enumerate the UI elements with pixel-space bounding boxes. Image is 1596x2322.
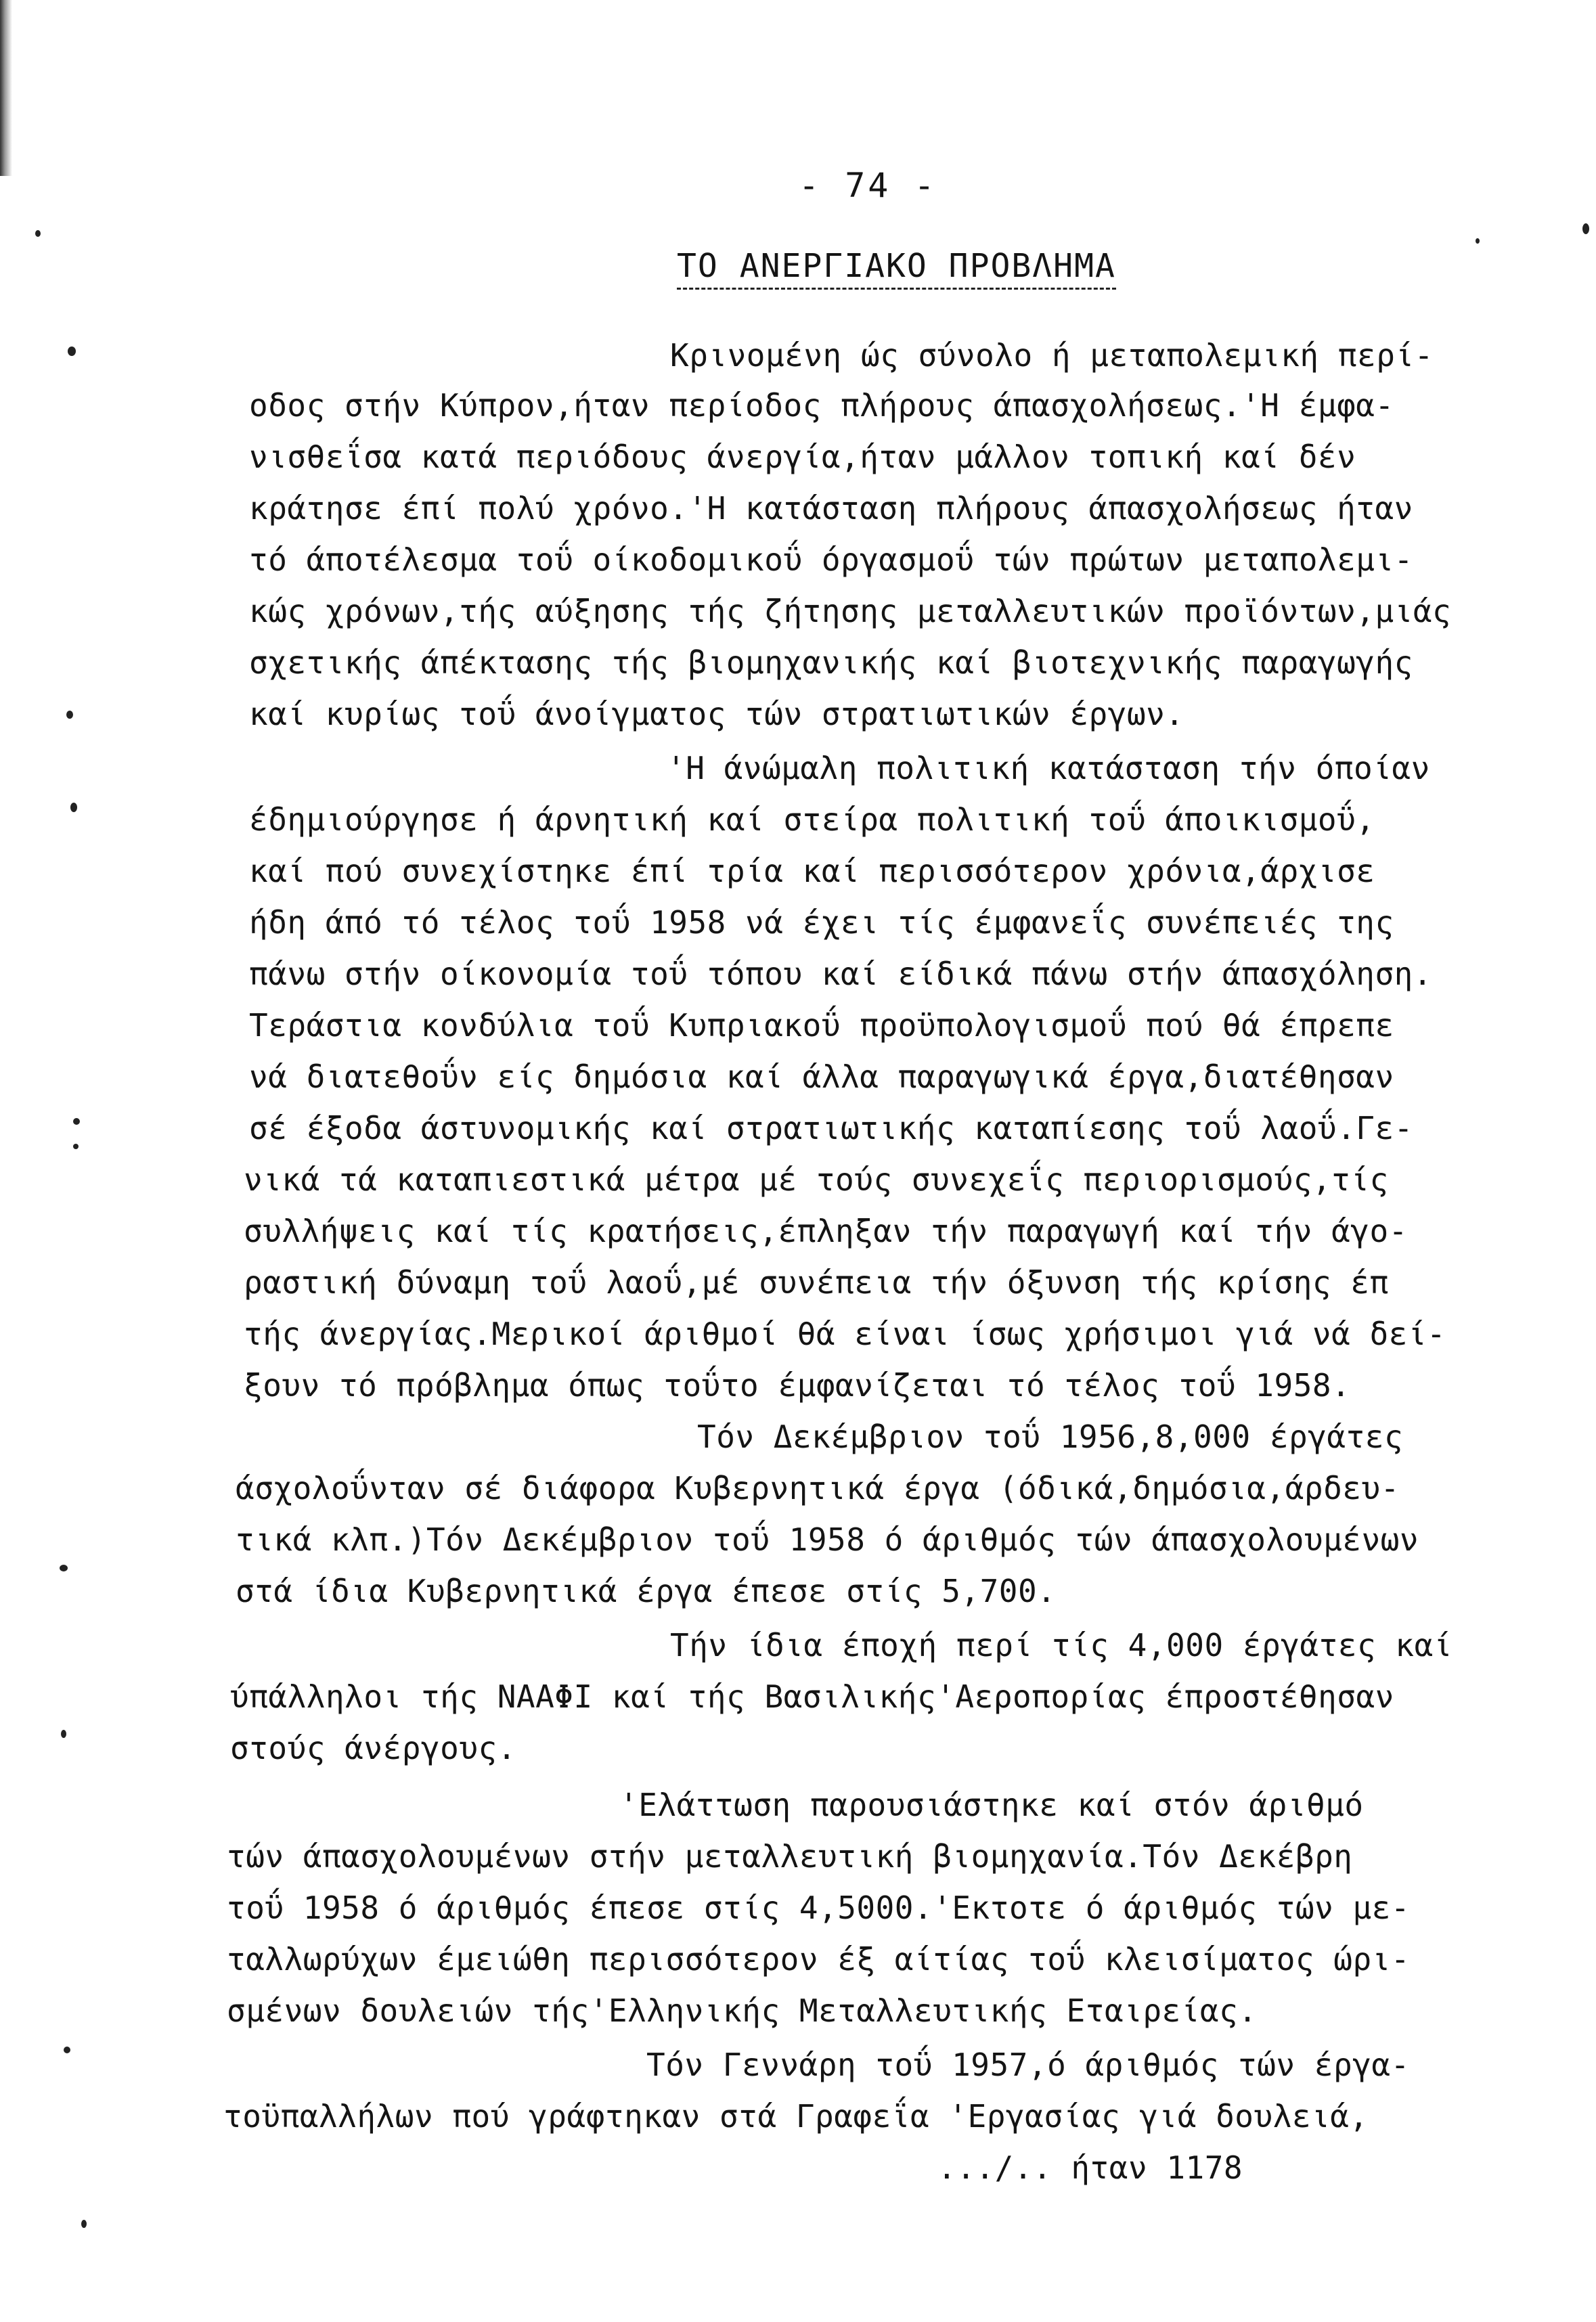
text-line: στούς άνέργους. <box>230 1730 516 1766</box>
text-line: ξουν τό πρόβλημα όπως τοΰτο έμφανίζεται τό τέλος τοΰ 1958. <box>244 1367 1351 1404</box>
scan-edge-shadow <box>0 0 12 176</box>
scan-speck <box>81 2220 87 2228</box>
text-line: σέ έξοδα άστυνομικής καί στρατιωτικής καταπίεσης τοΰ λαοΰ.Γε- <box>249 1110 1413 1146</box>
text-line: οδος στήν Κύπρον,ήταν περίοδος πλήρους άπασχολήσεως.'Η έμφα- <box>249 387 1394 424</box>
text-line: Τόν Γεννάρη τοΰ 1957,ό άριθμός τών έργα- <box>646 2047 1410 2083</box>
scan-speck <box>66 711 73 719</box>
text-line: καί κυρίως τοΰ άνοίγματος τών στρατιωτικών έργων. <box>249 696 1184 732</box>
text-line: ραστική δύναμη τοΰ λαοΰ,μέ συνέπεια τήν όξυνση τής κρίσης έπ <box>244 1264 1389 1301</box>
text-line: κράτησε έπί πολύ χρόνο.'Η κατάσταση πλήρους άπασχολήσεως ήταν <box>249 490 1413 527</box>
scan-speck <box>68 347 76 356</box>
text-line: έδημιούργησε ή άρνητική καί στείρα πολιτική τοΰ άποικισμοΰ, <box>249 801 1375 838</box>
text-line: ύπάλληλοι τής ΝΑΑΦΙ καί τής Βασιλικής'Αεροπορίας έπροστέθησαν <box>230 1678 1394 1715</box>
text-line: 'Η άνώμαλη πολιτική κατάσταση τήν όποίαν <box>667 750 1430 786</box>
text-line: στά ίδια Κυβερνητικά έργα έπεσε στίς 5,700. <box>236 1573 1057 1609</box>
page-title: ΤΟ ΑΝΕΡΓΙΑΚΟ ΠΡΟΒΛΗΜΑ <box>677 247 1116 290</box>
text-line: τών άπασχολουμένων στήν μεταλλευτική βιομηχανία.Τόν Δεκέβρη <box>227 1838 1353 1875</box>
text-line: τοΰ 1958 ό άριθμός έπεσε στίς 4,5000.'Εκτοτε ό άριθμός τών με- <box>227 1890 1411 1926</box>
scan-speck <box>1476 238 1480 244</box>
text-line: Τόν Δεκέμβριον τοΰ 1956,8,000 έργάτες <box>697 1419 1404 1455</box>
text-line: τικά κλπ.)Τόν Δεκέμβριον τοΰ 1958 ό άριθμός τών άπασχολουμένων <box>236 1521 1419 1558</box>
scan-speck <box>73 1144 79 1149</box>
scan-speck <box>61 1730 66 1738</box>
text-line: σχετικής άπέκτασης τής βιομηχανικής καί βιοτεχνικής παραγωγής <box>249 644 1413 681</box>
scan-speck <box>35 230 41 237</box>
text-line: 'Ελάττωση παρουσιάστηκε καί στόν άριθμό <box>619 1787 1364 1823</box>
text-line: τής άνεργίας.Μερικοί άριθμοί θά είναι ίσως χρήσιμοι γιά νά δεί- <box>244 1316 1446 1352</box>
text-line: .../.. ήταν 1178 <box>937 2149 1243 2186</box>
text-line: σμένων δουλειών τής'Ελληνικής Μεταλλευτικής Εταιρείας. <box>227 1992 1258 2029</box>
text-line: Τήν ίδια έποχή περί τίς 4,000 έργάτες καί <box>670 1627 1453 1664</box>
text-line: νισθεΐσα κατά περιόδους άνεργία,ήταν μάλλον τοπική καί δέν <box>249 439 1356 475</box>
scan-speck <box>1582 223 1589 234</box>
text-line: Τεράστια κονδύλια τοΰ Κυπριακοΰ προϋπολογισμοΰ πού θά έπρεπε <box>249 1007 1394 1044</box>
text-line: καί πού συνεχίστηκε έπί τρία καί περισσότερον χρόνια,άρχισε <box>249 853 1375 889</box>
scan-speck <box>64 2047 70 2053</box>
text-line: συλλήψεις καί τίς κρατήσεις,έπληξαν τήν παραγωγή καί τήν άγο- <box>244 1213 1408 1249</box>
text-line: τοϋπαλλήλων πού γράφτηκαν στά Γραφεΐα 'Εργασίας γιά δουλειά, <box>223 2098 1369 2135</box>
text-line: νά διατεθοΰν είς δημόσια καί άλλα παραγωγικά έργα,διατέθησαν <box>249 1058 1394 1095</box>
text-line: κώς χρόνων,τής αύξησης τής ζήτησης μεταλλευτικών προϊόντων,μιάς <box>249 593 1452 629</box>
text-line: τό άποτέλεσμα τοΰ οίκοδομικοΰ όργασμοΰ τών πρώτων μεταπολεμι- <box>249 541 1413 578</box>
text-line: άσχολοΰνταν σέ διάφορα Κυβερνητικά έργα (όδικά,δημόσια,άρδευ- <box>236 1470 1400 1506</box>
text-line: ταλλωρύχων έμειώθη περισσότερον έξ αίτίας τοΰ κλεισίματος ώρι- <box>227 1941 1411 1978</box>
text-line: Κρινομένη ώς σύνολο ή μεταπολεμική περί- <box>670 337 1434 374</box>
scan-speck <box>73 1118 80 1125</box>
text-line: νικά τά καταπιεστικά μέτρα μέ τούς συνεχεΐς περιορισμούς,τίς <box>244 1161 1389 1198</box>
scan-speck <box>60 1565 68 1571</box>
page-number: - 74 - <box>799 166 937 205</box>
text-line: πάνω στήν οίκονομία τοΰ τόπου καί είδικά πάνω στήν άπασχόληση. <box>249 956 1433 992</box>
scan-speck <box>70 803 77 812</box>
text-line: ήδη άπό τό τέλος τοΰ 1958 νά έχει τίς έμφανεΐς συνέπειές της <box>249 904 1394 941</box>
